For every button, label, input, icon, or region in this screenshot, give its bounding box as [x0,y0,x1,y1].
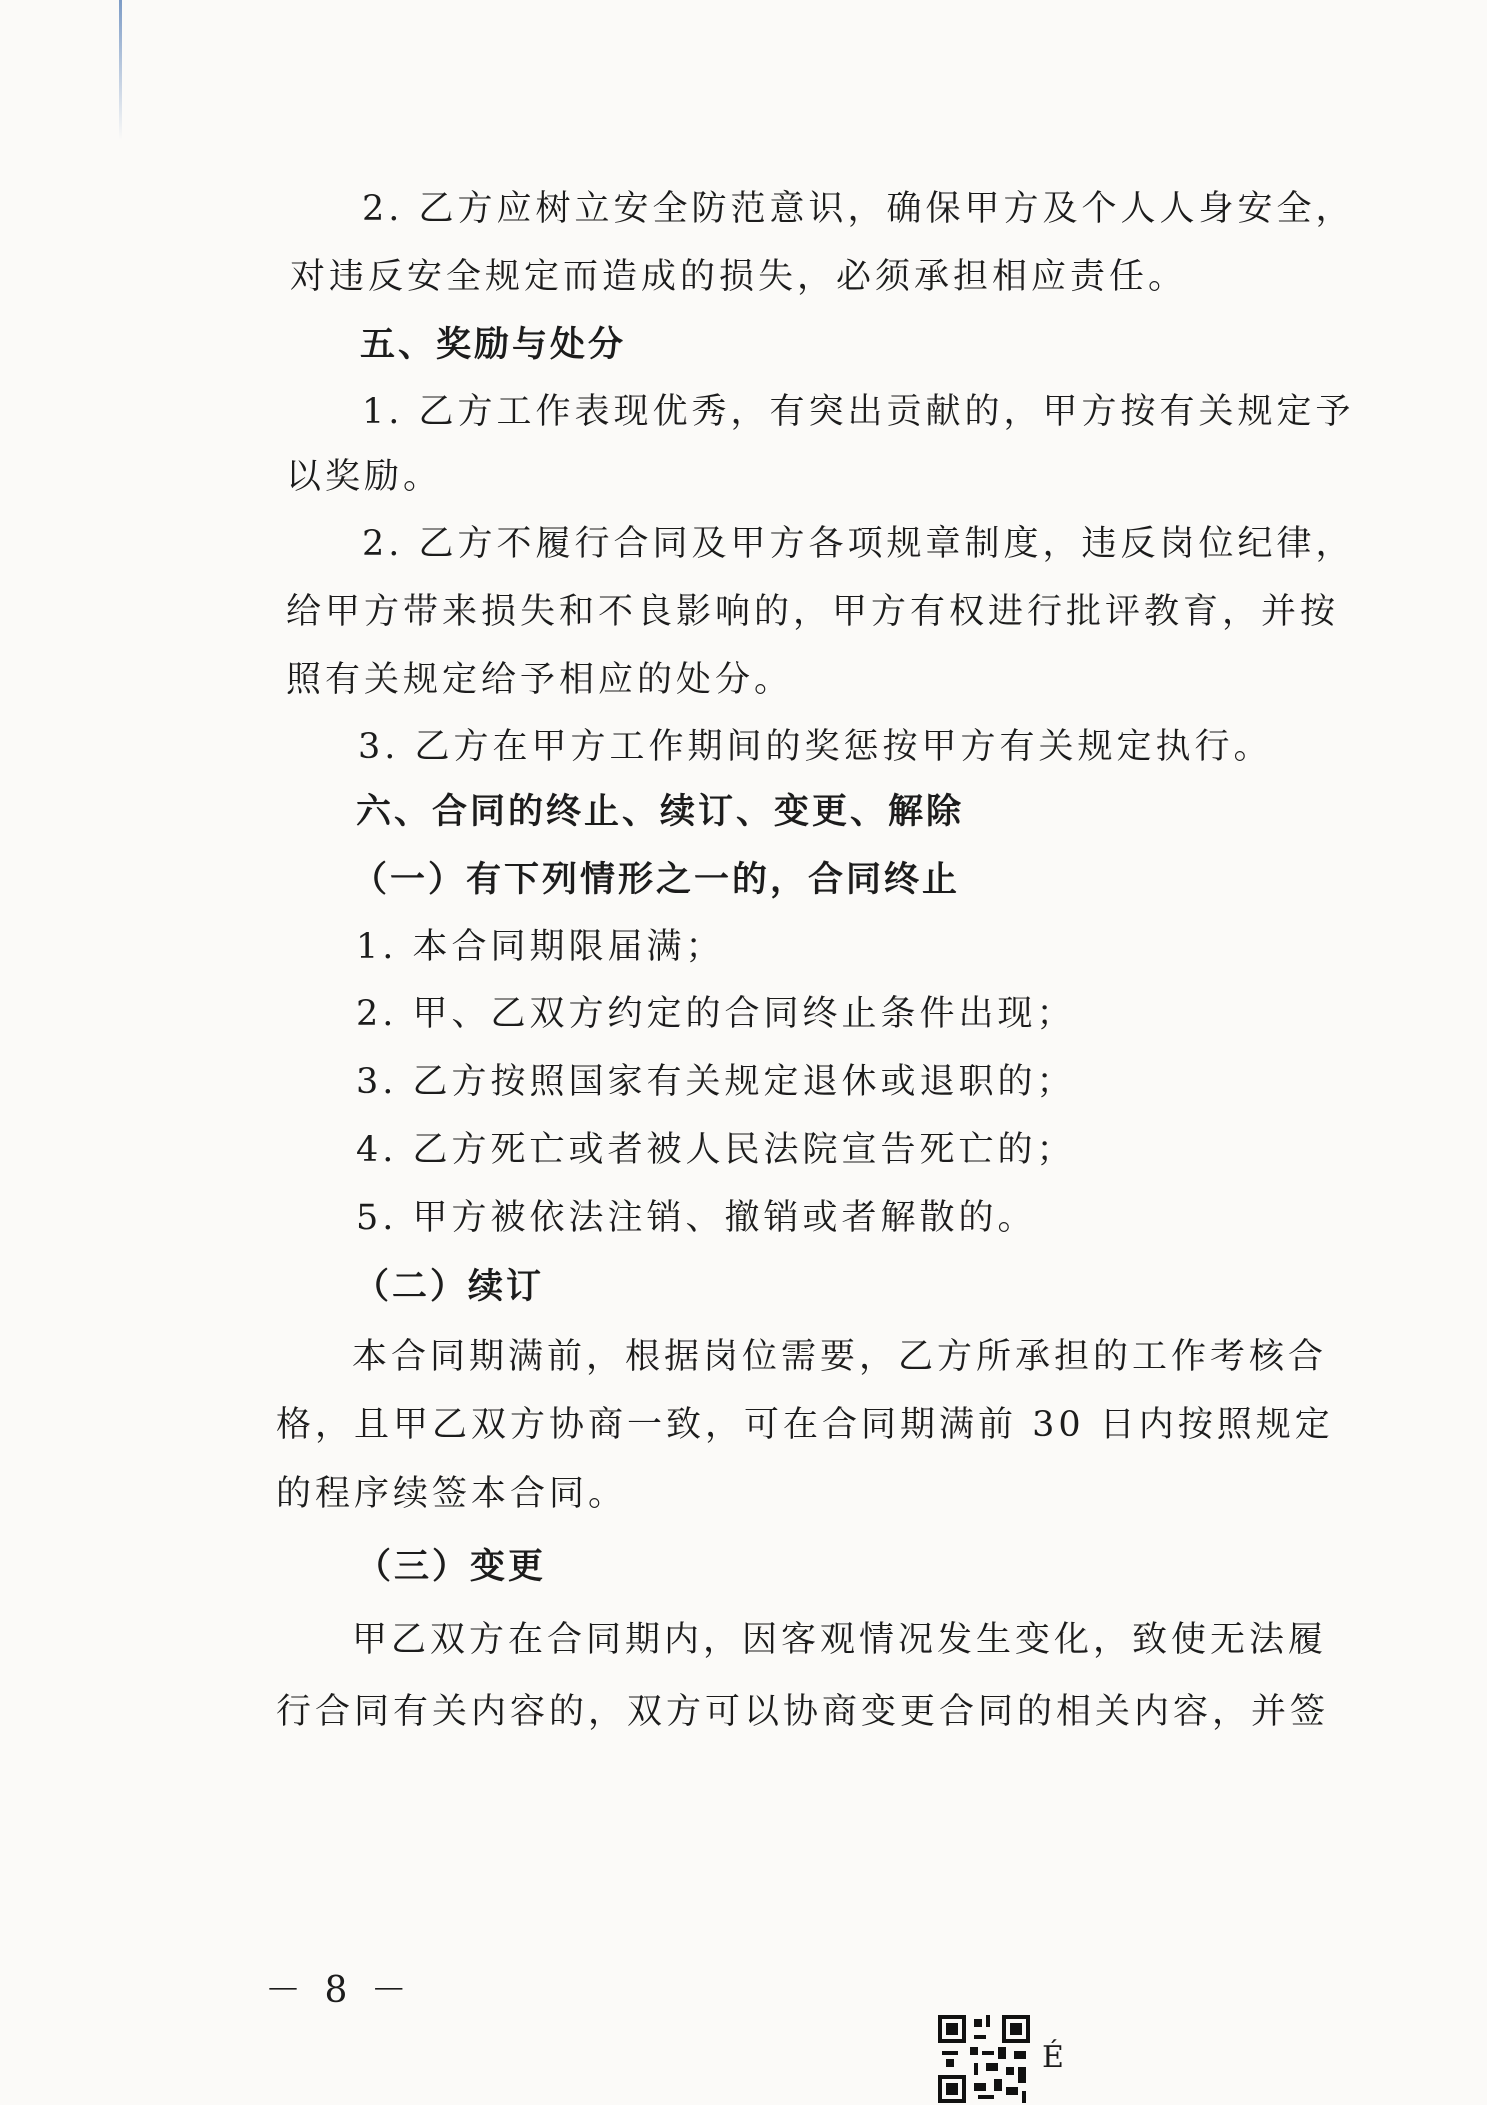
text-line: 照有关规定给予相应的处分。 [286,660,794,700]
section-heading: 六、合同的终止、续订、变更、解除 [356,792,965,832]
text-line: 甲乙双方在合同期内，因客观情况发生变化，致使无法履 [352,1620,1328,1660]
text-line: 的程序续签本合同。 [276,1474,628,1514]
qr-code-icon [938,2015,1030,2103]
text-line: 4. 乙方死亡或者被人民法院宣告死亡的； [356,1130,1076,1170]
text-line: 本合同期满前，根据岗位需要，乙方所承担的工作考核合 [352,1337,1328,1377]
subsection-heading: （二）续订 [354,1267,545,1307]
text-line: 1. 乙方工作表现优秀，有突出贡献的，甲方按有关规定予 [362,392,1355,432]
text-line: 格，且甲乙双方协商一致，可在合同期满前 30 日内按照规定 [276,1405,1334,1445]
corner-mark: É [1042,2040,1064,2075]
text-line: 以奖励。 [286,457,443,497]
text-line: 2. 乙方应树立安全防范意识，确保甲方及个人人身安全， [362,189,1355,229]
text-line: 3. 乙方按照国家有关规定退休或退职的； [356,1062,1076,1102]
section-heading: 五、奖励与处分 [360,325,627,365]
subsection-heading: （一）有下列情形之一的，合同终止 [352,860,961,900]
text-line: 给甲方带来损失和不良影响的，甲方有权进行批评教育，并按 [286,592,1340,632]
text-line: 行合同有关内容的，双方可以协商变更合同的相关内容，并签 [276,1692,1330,1732]
text-line: 1. 本合同期限届满； [356,927,725,967]
subsection-heading: （三）变更 [356,1547,547,1587]
text-line: 对违反安全规定而造成的损失，必须承担相应责任。 [290,257,1188,297]
text-line: 3. 乙方在甲方工作期间的奖惩按甲方有关规定执行。 [358,727,1273,767]
page-number: － 8 － [265,1970,413,2011]
text-line: 2. 甲、乙双方约定的合同终止条件出现； [356,994,1076,1034]
text-line: 2. 乙方不履行合同及甲方各项规章制度，违反岗位纪律， [362,524,1355,564]
text-line: 5. 甲方被依法注销、撤销或者解散的。 [356,1198,1037,1238]
